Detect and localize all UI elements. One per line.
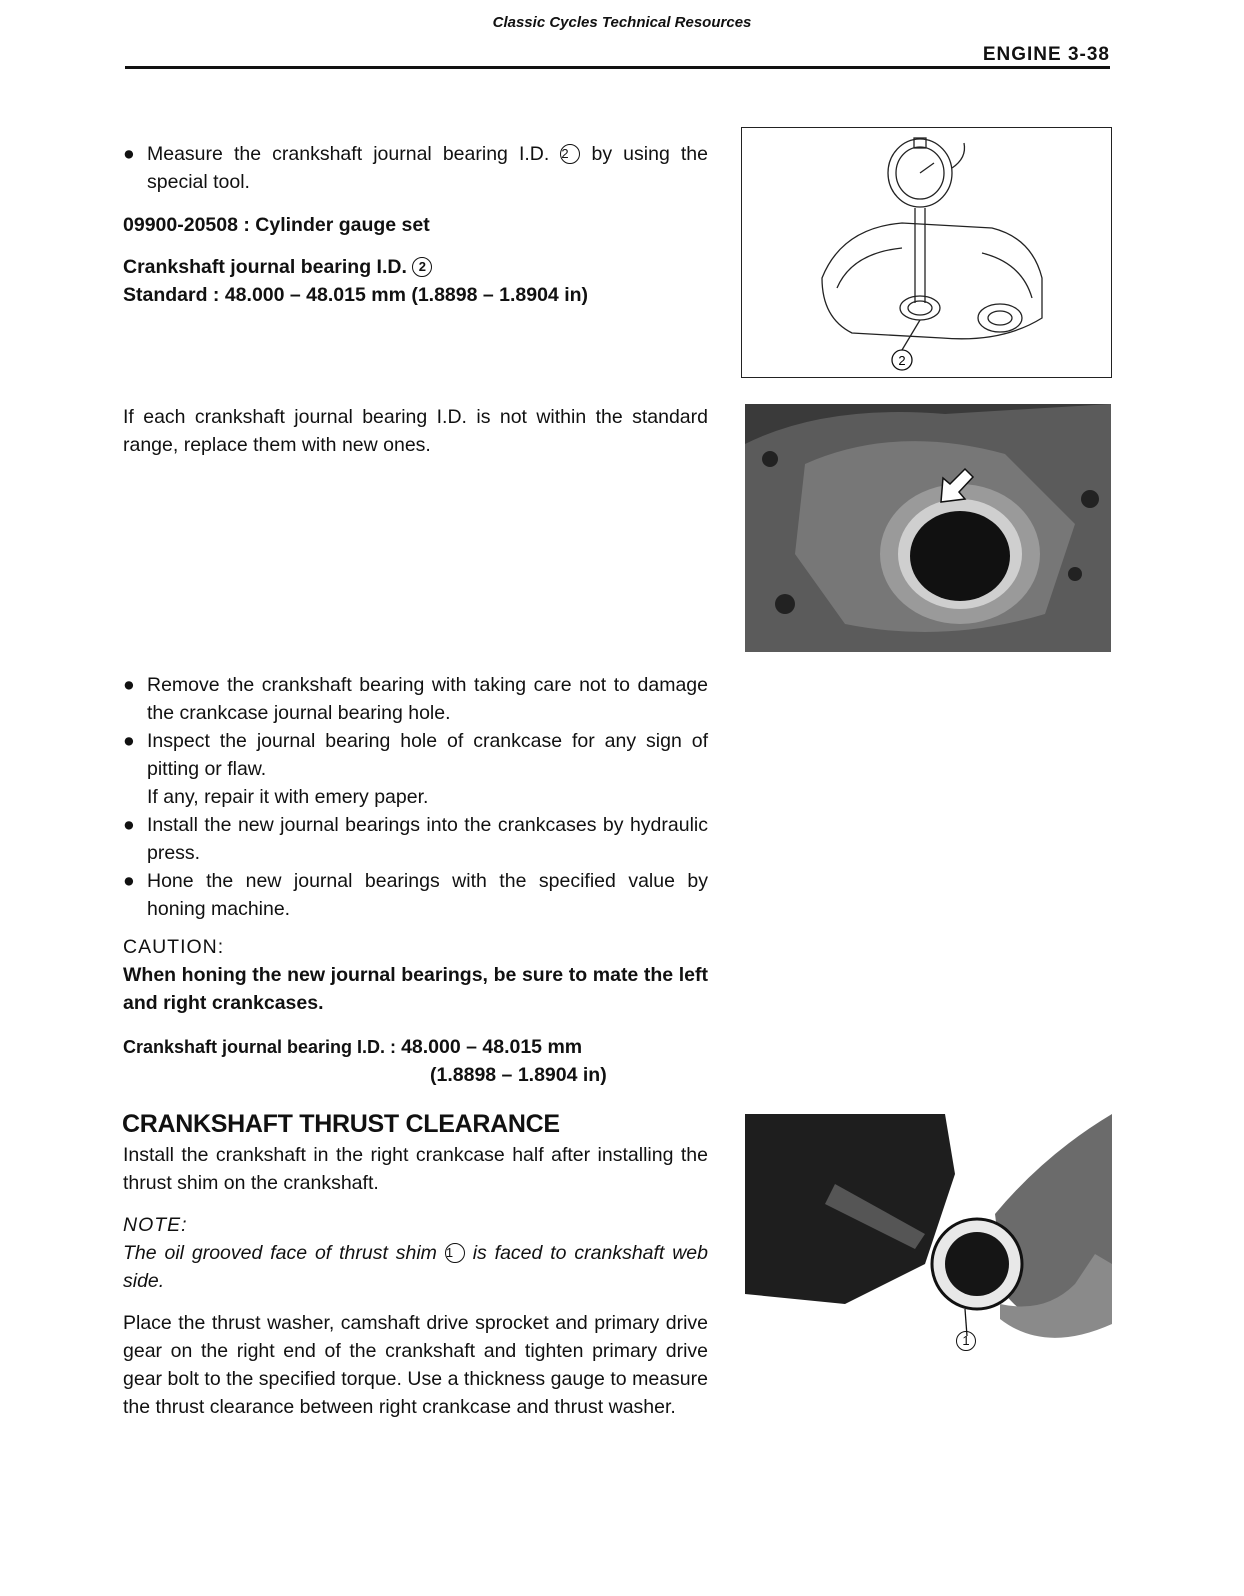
bullet-icon: ● — [123, 674, 135, 696]
spec2-block — [123, 1033, 683, 1089]
caution-text: When honing the new journal bearings, be sure to mate the left and right crankcases. — [123, 964, 708, 1014]
spec-label-line — [123, 253, 432, 281]
note-label: NOTE: — [123, 1214, 188, 1236]
spec2-label: Crankshaft journal bearing I.D. : — [123, 1037, 397, 1057]
thrust-body: Place the thrust washer, camshaft drive sprocket and primary drive gear on the right end of the crankshaft and tighten primary drive gear bolt to the specified torque. Use a thickness gauge to measure the thrust clearance between right crankcase and thrust washer. — [123, 1312, 708, 1418]
source-header: Classic Cycles Technical Resources — [492, 14, 752, 31]
step-item: ● Install the new journal bearings into the crankcases by hydraulic press. — [123, 811, 708, 867]
step-item-extra: If any, repair it with emery paper. — [147, 786, 429, 808]
section-header: ENGINE 3-38 — [982, 44, 1110, 65]
caution-label: CAUTION: — [123, 936, 225, 958]
cylinder-gauge-illustration — [742, 128, 1111, 377]
bullet-icon: ● — [123, 730, 135, 752]
thrust-intro: Install the crankshaft in the right crankcase half after installing the thrust shim on the crankshaft. — [123, 1144, 708, 1194]
svg-text:2: 2 — [898, 353, 906, 368]
steps-list — [123, 671, 708, 923]
spec-standard: Standard : 48.000 – 48.015 mm (1.8898 – 1.8904 in) — [123, 284, 589, 306]
photo-crankcase-bearing — [745, 404, 1111, 652]
replace-text: If each crankshaft journal bearing I.D. is not within the standard range, replace them with new ones. — [123, 406, 708, 456]
spec2-imperial: (1.8898 – 1.8904 in) — [430, 1064, 607, 1086]
measure-text-before: Measure the crankshaft journal bearing I.D. — [147, 143, 550, 165]
section-title: CRANKSHAFT THRUST CLEARANCE — [122, 1110, 560, 1138]
bullet-icon: ● — [123, 870, 135, 892]
note-text — [123, 1239, 708, 1295]
callout-2: 2 — [560, 144, 580, 164]
measure-text-after: by using the special tool. — [147, 143, 708, 193]
measure-step — [123, 140, 708, 196]
tool-spec: 09900-20508 : Cylinder gauge set — [123, 214, 430, 236]
header-rule — [125, 66, 1110, 69]
crankcase-photo-illustration — [745, 404, 1111, 652]
note-callout-1: 1 — [445, 1243, 465, 1263]
thrust-shim-photo-illustration — [745, 1114, 1112, 1364]
note-text-after: is faced to crankshaft web side. — [123, 1242, 709, 1292]
figure-cylinder-gauge — [741, 127, 1112, 378]
bullet-icon: ● — [123, 143, 135, 165]
step-item: ● Hone the new journal bearings with the specified value by honing machine. — [123, 867, 708, 923]
spec2-metric: 48.000 – 48.015 mm — [401, 1036, 583, 1058]
bullet-icon: ● — [123, 814, 135, 836]
spec-label: Crankshaft journal bearing I.D. — [123, 256, 407, 278]
fig1-callout — [892, 350, 912, 370]
photo-thrust-shim — [745, 1114, 1112, 1364]
fig3-callout: 1 — [956, 1331, 976, 1352]
step-item: ● Inspect the journal bearing hole of crankcase for any sign of pitting or flaw. — [123, 727, 708, 783]
step-item: ● Remove the crankshaft bearing with taking care not to damage the crankcase journal bearing hole. — [123, 671, 708, 727]
note-text-before: The oil grooved face of thrust shim — [123, 1242, 437, 1264]
spec-callout-2: 2 — [412, 257, 432, 277]
